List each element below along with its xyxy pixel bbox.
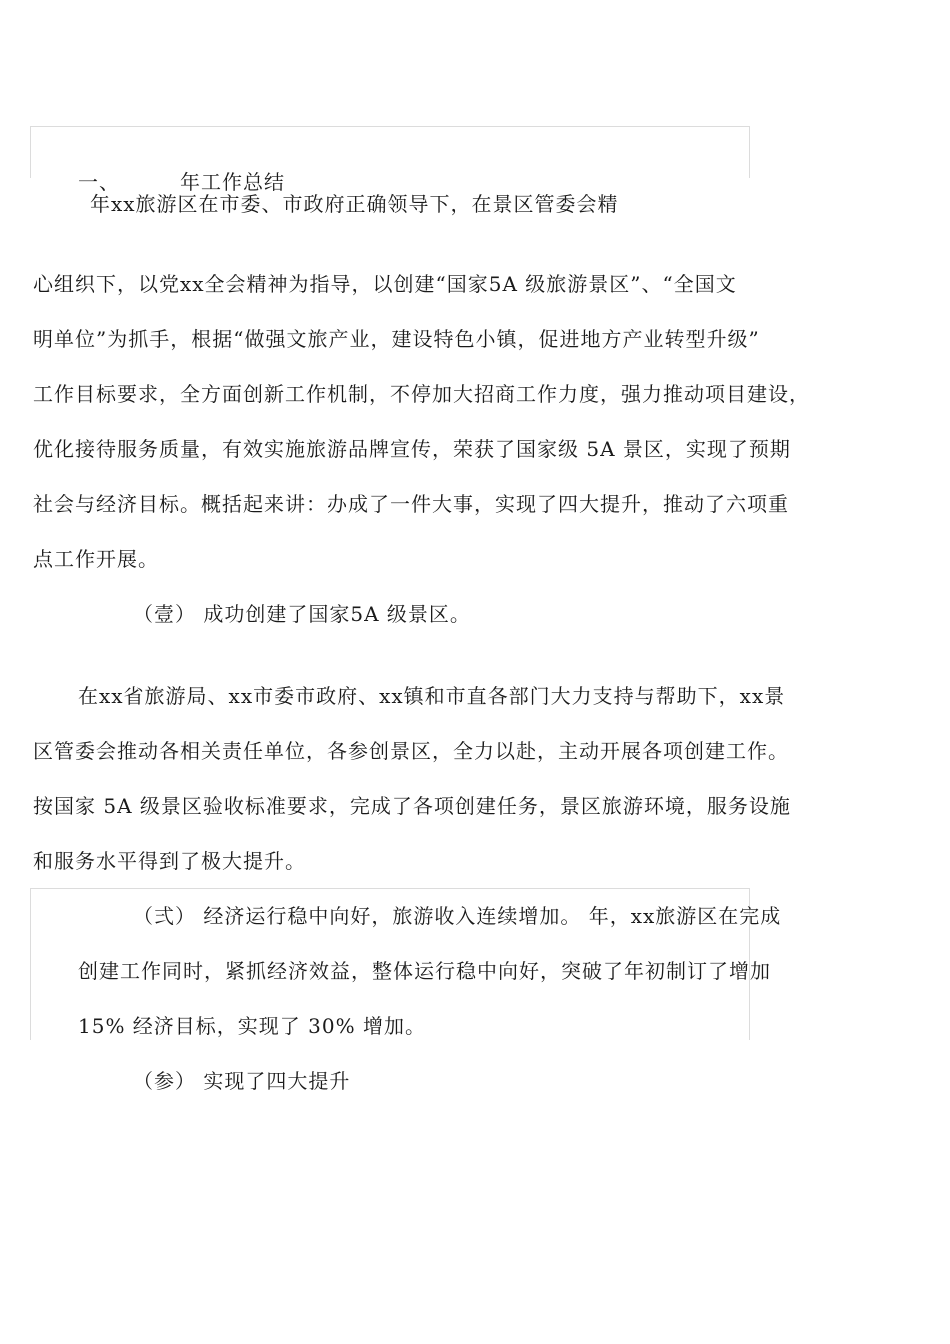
intro-line-7: 点工作开展。 xyxy=(33,547,159,571)
intro-line-5: 优化接待服务质量，有效实施旅游品牌宣传，荣获了国家级 5A 景区，实现了预期 xyxy=(33,437,791,461)
section3-title: （参） 实现了四大提升 xyxy=(133,1069,351,1093)
heading-title: 年工作总结 xyxy=(180,170,285,194)
section1-line-3: 按国家 5A 级景区验收标准要求，完成了各项创建任务，景区旅游环境，服务设施 xyxy=(33,794,791,818)
section1-title: （壹） 成功创建了国家5A 级景区。 xyxy=(133,602,471,626)
section1-line-2: 区管委会推动各相关责任单位，各参创景区，全力以赴，主动开展各项创建工作。 xyxy=(33,739,789,763)
intro-line-2: 心组织下，以党xx全会精神为指导，以创建“国家5A 级旅游景区”、“全国文 xyxy=(33,272,737,296)
intro-line-4: 工作目标要求，全方面创新工作机制，不停加大招商工作力度，强力推动项目建设， xyxy=(33,382,810,406)
heading-number: 一、 xyxy=(78,170,120,194)
section2-line-1: （弍） 经济运行稳中向好，旅游收入连续增加。 年，xx旅游区在完成 xyxy=(133,904,782,928)
section1-line-1: 在xx省旅游局、xx市委市政府、xx镇和市直各部门大力支持与帮助下，xx景 xyxy=(78,684,786,708)
section2-line-2: 创建工作同时，紧抓经济效益，整体运行稳中向好，突破了年初制订了增加 xyxy=(78,959,771,983)
section1-line-4: 和服务水平得到了极大提升。 xyxy=(33,849,306,873)
text-frame-top xyxy=(30,126,750,178)
intro-line-6: 社会与经济目标。概括起来讲：办成了一件大事，实现了四大提升，推动了六项重 xyxy=(33,492,789,516)
intro-line-3: 明单位”为抓手，根据“做强文旅产业，建设特色小镇，促进地方产业转型升级” xyxy=(33,327,760,351)
intro-line-1: 年xx旅游区在市委、市政府正确领导下，在景区管委会精 xyxy=(90,192,619,216)
section2-line-3: 15% 经济目标，实现了 30% 增加。 xyxy=(78,1014,426,1038)
